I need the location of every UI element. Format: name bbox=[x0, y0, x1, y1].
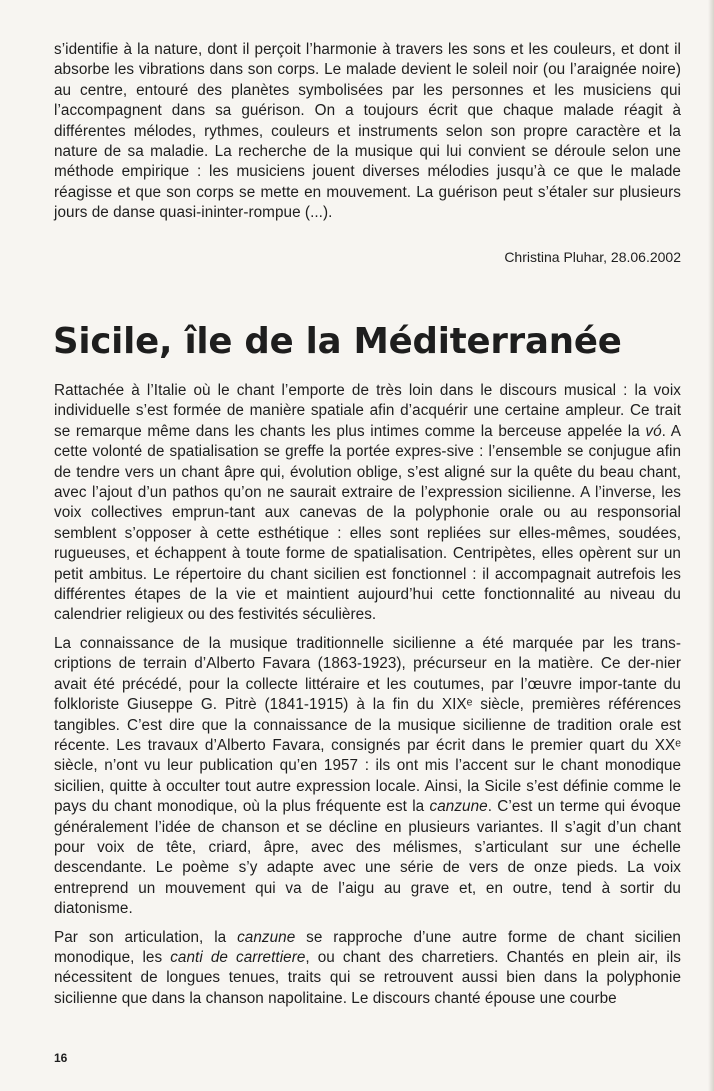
paragraph-1 bbox=[54, 381, 681, 626]
paragraph-3-text-b: se rapproche d’une autre forme de chant sicilien monodique, les bbox=[54, 928, 681, 966]
paragraph-1-text-b: . A cette volonté de spatialisation se greffe la portée expres-sive : l’ensemble se conjugue afin de tendre vers un chant âpre qui, évolution oblige, s’est aligné sur la quête du beau chant, avec l’ajout d’un pathos qu’on ne saurait extraire de l’expression sicilienne. A l’inverse, les voix collectives emprun-tant aux canevas de la polyphonie orale ou au responsorial semblent s’opposer à cette esthétique : elles sont repliées sur elles-mêmes, soudées, rugueuses, et échappent à toute forme de spatialisation. Centripètes, elles opèrent sur un petit ambitus. Le répertoire du chant sicilien est fonctionnel : il accompagnait autrefois les différentes étapes de la vie et maintient aujourd’hui cette fonctionnalité au niveau du calendrier religieux ou des festivités séculières. bbox=[54, 422, 681, 624]
paragraph-2-italic: canzune bbox=[429, 798, 488, 816]
paragraph-3-text-c: , ou chant des charretiers. Chantés en plein air, ils nécessitent de longues tenues, traits qui se retrouvent aussi bien dans la polyphonie sicilienne que dans la chanson napolitaine. Le discours chanté épouse une courbe bbox=[54, 948, 681, 1007]
paragraph-1-italic: vó bbox=[645, 422, 662, 440]
intro-paragraph: s’identifie à la nature, dont il perçoit l’harmonie à travers les sons et les couleurs, et dont il absorbe les vibrations dans son corps. Le malade devient le soleil noir (ou l’araignée noire) au centre, entouré des planètes symbolisées par les personnes et les musiciens qui l’accompagnent dans sa guérison. On a toujours écrit que chaque malade réagit à différentes mélodes, rythmes, couleurs et instruments selon son propre caractère et la nature de sa maladie. La recherche de la musique qui lui convient se déroule selon une méthode empirique : les musiciens jouent diverses mélodies jusqu’à ce que le malade réagisse et que son corps se mette en mouvement. La guérison peut s’étaler sur plusieurs jours de danse quasi-ininter-rompue (...). bbox=[54, 41, 681, 222]
paragraph-3-italic-b: canti de carrettiere bbox=[170, 948, 306, 966]
paragraph-3 bbox=[54, 928, 681, 1010]
signature: Christina Pluhar, 28.06.2002 bbox=[504, 249, 681, 265]
paragraph-3-text-a: Par son articulation, la bbox=[54, 928, 238, 946]
paragraph-2-text-a: La connaissance de la musique traditionnelle sicilienne a été marquée par les trans-criptions de terrain d’Alberto Favara (1863-1923), précurseur en la matière. Ce der-nier avait été précédé, pour la collecte littéraire et les coutumes, par l’œuvre impor-tante du folkloriste Giuseppe G. Pitrè (1841-1915) à la fin du XIXᵉ siècle, premières références tangibles. C’est dire que la connaissance de la musique sicilienne de tradition orale est récente. Les travaux d’Alberto Favara, consignés par écrit dans le premier quart du XXᵉ siècle, n’ont vu leur publication qu’en 1957 : ils ont mis l’accent sur le chant monodique sicilien, quitte à occulter tout autre expression locale. Ainsi, la Sicile s’est définie comme le pays du chant monodique, où la plus fréquente est la bbox=[54, 634, 681, 816]
section-title: Sicile, île de la Méditerranée bbox=[53, 321, 622, 362]
paragraph-3-italic-a: canzune bbox=[237, 928, 296, 946]
page-number: 16 bbox=[54, 1051, 68, 1065]
paragraph-2-text-b: . C’est un terme qui évoque généralement l’idée de chanson et se décline en plusieurs variantes. Il s’agit d’un chant pour voix de tête, criard, âpre, avec des mélismes, s’articulant sur une échelle descendante. Le poème s’y adapte avec une série de vers de onze pieds. La voix entreprend un mouvement qui va de l’aigu au grave et, en outre, tend à sortir du diatonisme. bbox=[54, 798, 681, 918]
paragraph-1-text-a: Rattachée à l’Italie où le chant l’emporte de très loin dans le discours musical : la voix individuelle s’est formée de manière spatiale afin d’acquérir une certaine ampleur. Ce trait se remarque même dans les chants les plus intimes comme la berceuse appelée la bbox=[54, 382, 681, 440]
page-edge-shadow bbox=[708, 0, 714, 1091]
section-body bbox=[54, 381, 681, 1009]
paragraph-2 bbox=[54, 634, 681, 920]
intro-block bbox=[54, 40, 681, 224]
